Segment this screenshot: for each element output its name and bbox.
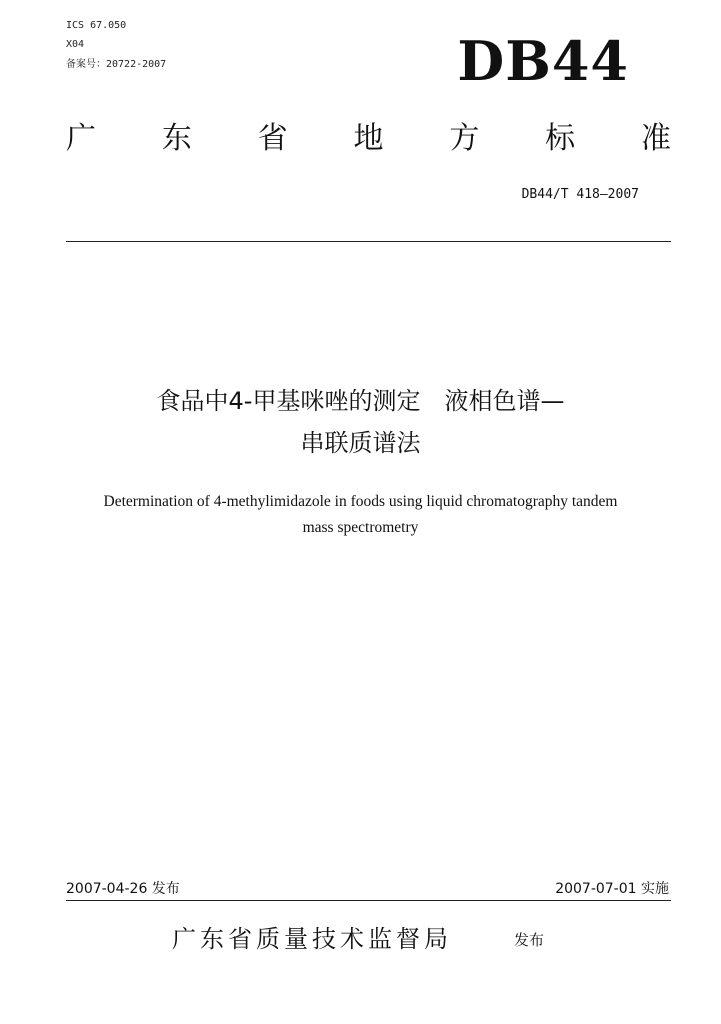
publisher-suffix: 发布	[514, 931, 545, 949]
footer-divider	[66, 900, 671, 901]
standard-type-char: 东	[161, 121, 192, 156]
implementation-date: 2007-07-01 实施	[555, 881, 669, 897]
ics-code: ICS 67.050	[66, 20, 127, 31]
standard-code: DB44/T 418—2007	[521, 187, 639, 202]
english-title-line-1: Determination of 4-methylimidazole in foods using liquid chromatography tandem	[103, 493, 618, 510]
standard-type-char: 方	[449, 121, 480, 156]
classification-code: X04	[66, 39, 85, 50]
publisher-name: 广东省质量技术监督局	[172, 925, 452, 953]
standard-type-char: 省	[257, 121, 288, 156]
issue-date: 2007-04-26 发布	[66, 881, 180, 897]
standard-type-char: 广	[66, 121, 96, 156]
filing-number: 备案号：20722-2007	[66, 59, 167, 70]
db44-logo: DB44	[457, 29, 629, 93]
chinese-title-line-2: 串联质谱法	[300, 429, 421, 457]
standard-type-char: 标	[545, 121, 576, 156]
standard-type-char: 地	[353, 121, 384, 156]
standard-type-heading	[66, 119, 671, 159]
header-divider	[66, 241, 671, 242]
english-title-line-2: mass spectrometry	[302, 519, 419, 536]
chinese-title-line-1: 食品中4-甲基咪唑的测定 液相色谱—	[156, 387, 565, 415]
standard-type-char: 准	[640, 121, 671, 156]
